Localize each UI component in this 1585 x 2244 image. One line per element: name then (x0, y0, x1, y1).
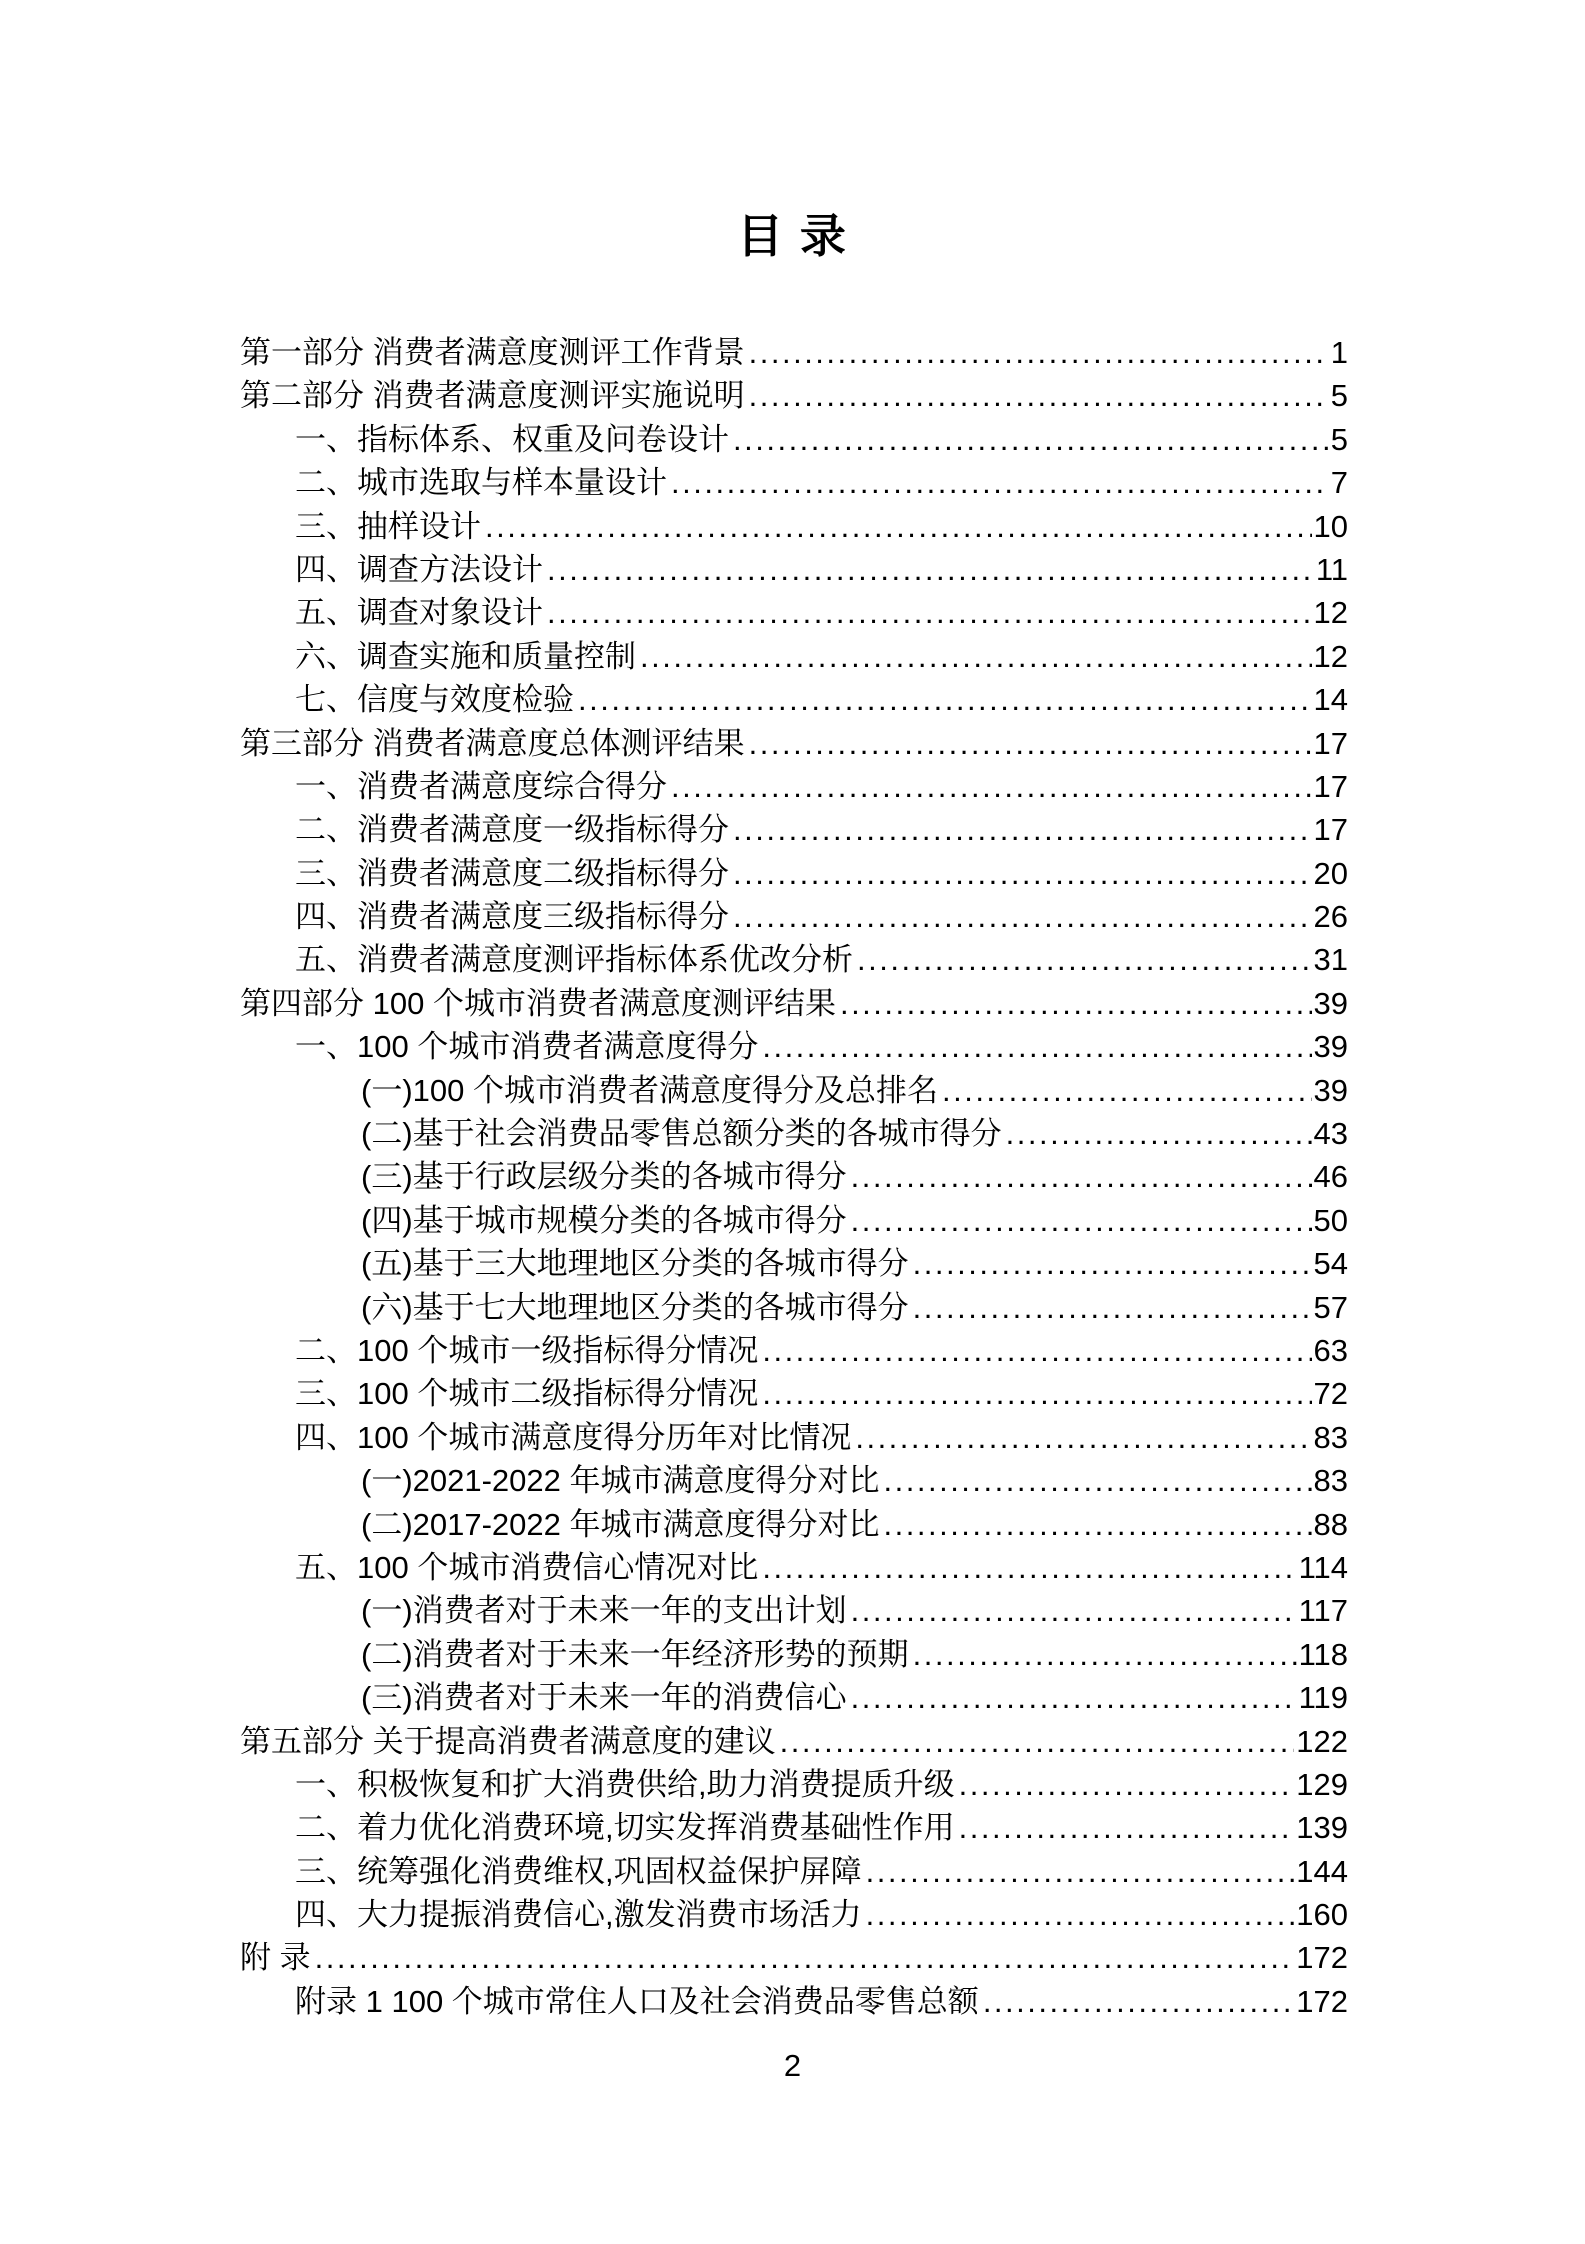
page-title: 目 录 (737, 210, 848, 262)
toc-entry[interactable] (240, 1199, 1348, 1242)
toc-entry-label: 四、消费者满意度三级指标得分 (295, 899, 729, 935)
toc-entry-label: 附录 1 100 个城市常住人口及社会消费品零售总额 (295, 1983, 979, 2019)
toc-entry-label: 一、100 个城市消费者满意度得分 (295, 1029, 759, 1065)
dot-leader (733, 895, 1312, 938)
toc-entry[interactable] (240, 374, 1348, 417)
toc-entry[interactable] (240, 1980, 1348, 2023)
toc-entry-page-number: 43 (1313, 1116, 1348, 1152)
toc-entry[interactable] (240, 1850, 1348, 1893)
toc-entry-page-number: 118 (1298, 1636, 1348, 1672)
dot-leader (913, 1286, 1312, 1329)
dot-leader (780, 1720, 1295, 1763)
dot-leader (983, 1980, 1294, 2023)
toc-entry-page-number: 83 (1313, 1463, 1348, 1499)
dot-leader (959, 1763, 1295, 1806)
dot-leader (840, 982, 1312, 1025)
toc-entry-page-number: 50 (1313, 1202, 1348, 1238)
toc-entry-page-number: 5 (1330, 421, 1348, 457)
toc-entry-page-number: 14 (1313, 682, 1348, 718)
dot-leader (851, 1155, 1312, 1198)
toc-entry[interactable] (240, 938, 1348, 981)
toc-entry-label: 三、100 个城市二级指标得分情况 (295, 1376, 759, 1412)
toc-entry[interactable] (240, 1763, 1348, 1806)
toc-entry-page-number: 57 (1313, 1289, 1348, 1325)
toc-entry-page-number: 39 (1313, 1072, 1348, 1108)
toc-entry[interactable] (240, 1242, 1348, 1285)
toc-entry-label: 第二部分 消费者满意度测评实施说明 (240, 378, 745, 414)
toc-entry-page-number: 117 (1298, 1593, 1348, 1629)
toc-entry-page-number: 12 (1313, 595, 1348, 631)
footer-page-number: 2 (783, 2048, 802, 2083)
toc-entry[interactable] (240, 1589, 1348, 1632)
toc-entry-page-number: 5 (1330, 378, 1348, 414)
toc-entry[interactable] (240, 331, 1348, 374)
toc-entry[interactable] (240, 1155, 1348, 1198)
dot-leader (851, 1676, 1297, 1719)
toc-entry[interactable] (240, 1416, 1348, 1459)
toc-entry-page-number: 46 (1313, 1159, 1348, 1195)
toc-entry-label: 五、消费者满意度测评指标体系优改分析 (295, 942, 853, 978)
toc-entry[interactable] (240, 1286, 1348, 1329)
dot-leader (315, 1936, 1295, 1979)
toc-entry-label: 附 录 (240, 1940, 311, 1976)
toc-entry-page-number: 54 (1313, 1246, 1348, 1282)
dot-leader (749, 331, 1329, 374)
dot-leader (884, 1459, 1312, 1502)
toc-entry-page-number: 1 (1330, 335, 1348, 370)
toc-entry-page-number: 122 (1296, 1723, 1348, 1759)
toc-entry-page-number: 144 (1296, 1853, 1348, 1889)
toc-entry-label: (一)消费者对于未来一年的支出计划 (361, 1593, 847, 1629)
dot-leader (1006, 1112, 1312, 1155)
toc-entry[interactable] (240, 1676, 1348, 1719)
toc-entry[interactable] (240, 1372, 1348, 1415)
dot-leader (851, 1589, 1297, 1632)
toc-entry-label: (五)基于三大地理地区分类的各城市得分 (361, 1246, 909, 1282)
dot-leader (857, 938, 1312, 981)
toc-entry-page-number: 10 (1313, 508, 1348, 544)
dot-leader (733, 852, 1312, 895)
toc-entry-label: (三)基于行政层级分类的各城市得分 (361, 1159, 847, 1195)
toc-entry-page-number: 39 (1313, 985, 1348, 1021)
toc-entry[interactable] (240, 1329, 1348, 1372)
toc-entry-label: 第五部分 关于提高消费者满意度的建议 (240, 1723, 776, 1759)
toc-entry[interactable] (240, 461, 1348, 504)
toc-entry-page-number: 88 (1313, 1506, 1348, 1542)
dot-leader (733, 808, 1312, 851)
toc-entry-label: 第三部分 消费者满意度总体测评结果 (240, 725, 745, 761)
dot-leader (671, 765, 1312, 808)
toc-entry-label: (三)消费者对于未来一年的消费信心 (361, 1680, 847, 1716)
toc-entry-page-number: 11 (1315, 551, 1348, 587)
toc-entry-label: 四、调查方法设计 (295, 551, 543, 587)
toc-entry[interactable] (240, 591, 1348, 634)
toc-entry[interactable] (240, 678, 1348, 721)
dot-leader (855, 1416, 1311, 1459)
toc-entry[interactable] (240, 895, 1348, 938)
toc-entry-label: (二)消费者对于未来一年经济形势的预期 (361, 1636, 909, 1672)
toc-entry[interactable] (240, 982, 1348, 1025)
dot-leader (913, 1242, 1312, 1285)
toc-entry-label: 五、调查对象设计 (295, 595, 543, 631)
toc-entry[interactable] (240, 1936, 1348, 1979)
toc-entry-page-number: 119 (1298, 1680, 1348, 1716)
toc-entry-label: 七、信度与效度检验 (295, 682, 574, 718)
dot-leader (913, 1633, 1297, 1676)
dot-leader (547, 548, 1314, 591)
toc-list (240, 331, 1348, 2023)
toc-entry-label: 二、城市选取与样本量设计 (295, 465, 667, 501)
dot-leader (640, 635, 1312, 678)
toc-entry[interactable] (240, 505, 1348, 548)
toc-entry[interactable] (240, 418, 1348, 461)
toc-entry-page-number: 114 (1298, 1549, 1348, 1585)
toc-entry-page-number: 129 (1296, 1766, 1348, 1802)
toc-entry-page-number: 26 (1313, 899, 1348, 935)
toc-entry-label: 四、大力提振消费信心,激发消费市场活力 (295, 1897, 862, 1933)
toc-entry-page-number: 12 (1313, 638, 1348, 674)
toc-entry[interactable] (240, 1459, 1348, 1502)
toc-entry-label: 第一部分 消费者满意度测评工作背景 (240, 335, 745, 370)
toc-entry-page-number: 17 (1313, 768, 1348, 804)
toc-entry-page-number: 139 (1296, 1810, 1348, 1846)
dot-leader (671, 461, 1329, 504)
toc-entry[interactable] (240, 1633, 1348, 1676)
dot-leader (578, 678, 1312, 721)
toc-entry-label: 第四部分 100 个城市消费者满意度测评结果 (240, 985, 836, 1021)
toc-entry[interactable] (240, 722, 1348, 765)
toc-entry[interactable] (240, 765, 1348, 808)
dot-leader (762, 1025, 1311, 1068)
toc-entry-label: 一、消费者满意度综合得分 (295, 768, 667, 804)
dot-leader (547, 591, 1312, 634)
toc-entry[interactable] (240, 1112, 1348, 1155)
toc-entry-label: 三、抽样设计 (295, 508, 481, 544)
toc-entry-label: (一)100 个城市消费者满意度得分及总排名 (361, 1072, 938, 1108)
toc-entry-label: 六、调查实施和质量控制 (295, 638, 636, 674)
toc-entry-label: 四、100 个城市满意度得分历年对比情况 (295, 1419, 852, 1455)
toc-entry-label: 一、指标体系、权重及问卷设计 (295, 421, 729, 457)
toc-entry-label: 三、统筹强化消费维权,巩固权益保护屏障 (295, 1853, 862, 1889)
toc-entry[interactable] (240, 635, 1348, 678)
dot-leader (762, 1372, 1311, 1415)
toc-entry[interactable] (240, 1893, 1348, 1936)
toc-entry-page-number: 83 (1313, 1419, 1348, 1455)
toc-entry-label: (六)基于七大地理地区分类的各城市得分 (361, 1289, 909, 1325)
toc-entry[interactable] (240, 548, 1348, 591)
toc-entry[interactable] (240, 852, 1348, 895)
toc-entry-label: 二、100 个城市一级指标得分情况 (295, 1332, 759, 1368)
toc-entry-label: 二、消费者满意度一级指标得分 (295, 812, 729, 848)
dot-leader (749, 374, 1329, 417)
toc-entry-page-number: 31 (1313, 942, 1348, 978)
toc-entry-label: (二)基于社会消费品零售总额分类的各城市得分 (361, 1116, 1002, 1152)
toc-entry[interactable] (240, 1025, 1348, 1068)
toc-entry-page-number: 72 (1313, 1376, 1348, 1412)
toc-entry-page-number: 172 (1296, 1940, 1348, 1976)
toc-entry-page-number: 17 (1313, 725, 1348, 761)
toc-entry-page-number: 39 (1313, 1029, 1348, 1065)
dot-leader (762, 1329, 1311, 1372)
toc-entry[interactable] (240, 1806, 1348, 1849)
dot-leader (884, 1503, 1312, 1546)
toc-entry[interactable] (240, 1503, 1348, 1546)
dot-leader (942, 1069, 1312, 1112)
toc-entry-page-number: 172 (1296, 1983, 1348, 2019)
toc-entry-page-number: 17 (1313, 812, 1348, 848)
dot-leader (733, 418, 1329, 461)
toc-entry-label: (四)基于城市规模分类的各城市得分 (361, 1202, 847, 1238)
dot-leader (866, 1893, 1295, 1936)
dot-leader (851, 1199, 1312, 1242)
toc-entry-page-number: 7 (1330, 465, 1348, 501)
dot-leader (959, 1806, 1295, 1849)
toc-entry-label: 五、100 个城市消费信心情况对比 (295, 1549, 759, 1585)
toc-entry[interactable] (240, 1720, 1348, 1763)
toc-entry-label: (二)2017-2022 年城市满意度得分对比 (361, 1506, 880, 1542)
toc-entry-label: (一)2021-2022 年城市满意度得分对比 (361, 1463, 880, 1499)
dot-leader (762, 1546, 1296, 1589)
toc-entry-label: 三、消费者满意度二级指标得分 (295, 855, 729, 891)
toc-entry[interactable] (240, 1546, 1348, 1589)
dot-leader (749, 722, 1312, 765)
toc-entry-label: 二、着力优化消费环境,切实发挥消费基础性作用 (295, 1810, 955, 1846)
dot-leader (485, 505, 1312, 548)
toc-entry-page-number: 20 (1313, 855, 1348, 891)
toc-entry-label: 一、积极恢复和扩大消费供给,助力消费提质升级 (295, 1766, 955, 1802)
toc-entry[interactable] (240, 1069, 1348, 1112)
toc-entry-page-number: 63 (1313, 1332, 1348, 1368)
dot-leader (866, 1850, 1295, 1893)
toc-entry[interactable] (240, 808, 1348, 851)
toc-entry-page-number: 160 (1296, 1897, 1348, 1933)
